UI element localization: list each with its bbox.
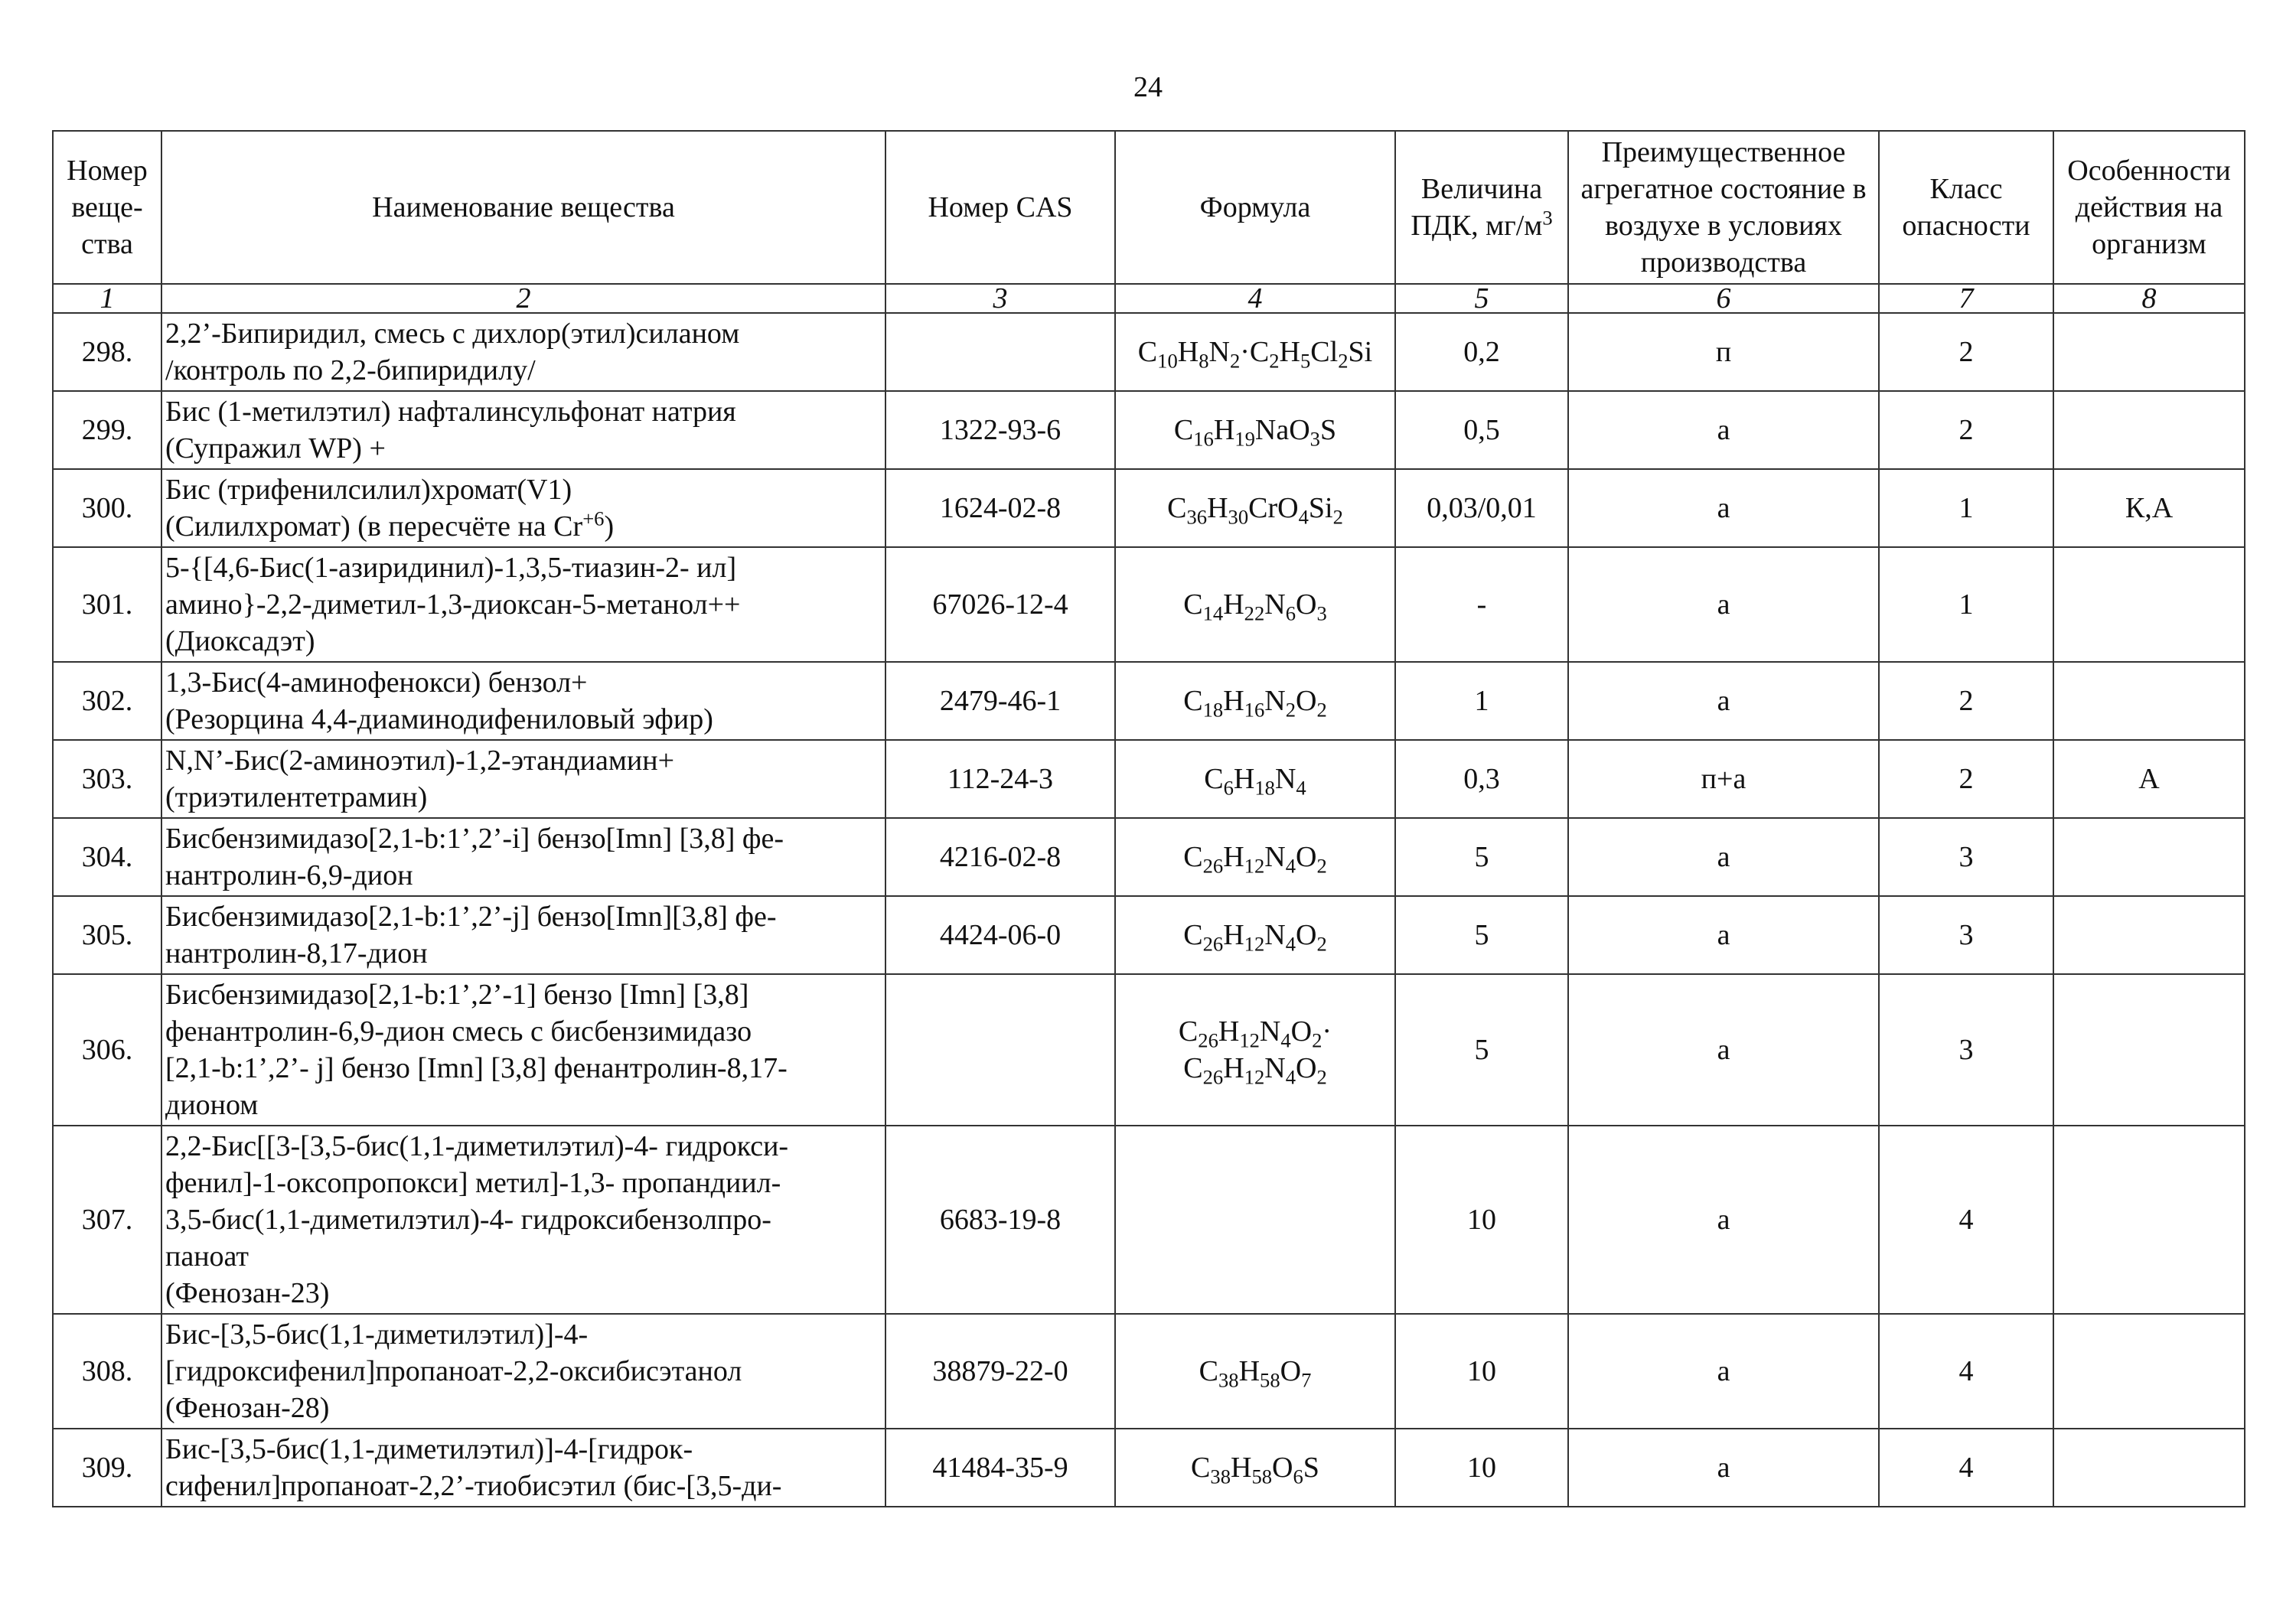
hazard-class: 1 <box>1879 547 2053 662</box>
effect-features: А <box>2053 740 2245 818</box>
hazard-class: 2 <box>1879 313 2053 391</box>
cas-number: 4424-06-0 <box>885 896 1115 974</box>
hazard-class: 4 <box>1879 1429 2053 1507</box>
aggregate-state: а <box>1568 469 1879 547</box>
effect-features <box>2053 313 2245 391</box>
formula: $C_{26}H_{12}N_4O_2$ <box>1115 896 1395 974</box>
formula: $C_{36}H_{30}CrO_4Si_2$ <box>1115 469 1395 547</box>
effect-features <box>2053 818 2245 896</box>
header-effect: Особенности действия на организм <box>2053 131 2245 284</box>
table-row <box>53 1314 2245 1429</box>
header-state: Преимущественное агрегатное состояние в воздухе в условиях производства <box>1568 131 1879 284</box>
hazard-class: 2 <box>1879 662 2053 740</box>
substances-table <box>52 130 2245 1507</box>
aggregate-state: а <box>1568 974 1879 1126</box>
substance-name: 1,3-Бис(4-аминофенокси) бензол+ (Резорцина 4,4-диаминодифениловый эфир) <box>161 662 885 740</box>
cas-number <box>885 313 1115 391</box>
column-number: 8 <box>2053 284 2245 313</box>
aggregate-state: а <box>1568 1314 1879 1429</box>
effect-features <box>2053 1429 2245 1507</box>
formula: $C_{38}H_{58}O_7$ <box>1115 1314 1395 1429</box>
table-row <box>53 547 2245 662</box>
formula: $C_6H_{18}N_4$ <box>1115 740 1395 818</box>
column-number: 7 <box>1879 284 2053 313</box>
formula: $C_{38}H_{58}O_6S$ <box>1115 1429 1395 1507</box>
table-row <box>53 313 2245 391</box>
hazard-class: 3 <box>1879 818 2053 896</box>
cas-number: 112-24-3 <box>885 740 1115 818</box>
table-row <box>53 1429 2245 1507</box>
substance-number: 306. <box>53 974 161 1126</box>
substance-name: 2,2’-Бипиридил, смесь с дихлор(этил)силаном /контроль по 2,2-бипиридилу/ <box>161 313 885 391</box>
cas-number: 4216-02-8 <box>885 818 1115 896</box>
effect-features <box>2053 662 2245 740</box>
header-pdk: Величина ПДК, $мг/м^3$ <box>1395 131 1568 284</box>
formula: $C_{14}H_{22}N_6O_3$ <box>1115 547 1395 662</box>
hazard-class: 3 <box>1879 974 2053 1126</box>
header-name: Наименование вещества <box>161 131 885 284</box>
substance-number: 302. <box>53 662 161 740</box>
pdk-value: 10 <box>1395 1126 1568 1314</box>
table-row <box>53 740 2245 818</box>
pdk-value: 0,2 <box>1395 313 1568 391</box>
aggregate-state: а <box>1568 391 1879 469</box>
effect-features <box>2053 974 2245 1126</box>
substance-number: 298. <box>53 313 161 391</box>
aggregate-state: п+а <box>1568 740 1879 818</box>
cas-number: 38879-22-0 <box>885 1314 1115 1429</box>
pdk-value: 0,3 <box>1395 740 1568 818</box>
substance-name: Бис-[3,5-бис(1,1-диметилэтил)]-4-[гидрок- сифенил]пропаноат-2,2’-тиобисэтил (бис-[3,5-ди- <box>161 1429 885 1507</box>
aggregate-state: а <box>1568 1126 1879 1314</box>
formula: $C_{26}H_{12}N_4O_2$ <box>1115 818 1395 896</box>
formula: $C_{18}H_{16}N_2O_2$ <box>1115 662 1395 740</box>
table-row <box>53 818 2245 896</box>
substance-number: 309. <box>53 1429 161 1507</box>
substance-name: N,N’-Бис(2-аминоэтил)-1,2-этандиамин+ (триэтилентетрамин) <box>161 740 885 818</box>
formula: $C_{10}H_8N_2\cdot C_2H_5Cl_2Si$ <box>1115 313 1395 391</box>
header-row <box>53 131 2245 284</box>
table-row <box>53 469 2245 547</box>
hazard-class: 2 <box>1879 740 2053 818</box>
header-number: Номер веще-ства <box>53 131 161 284</box>
formula: $C_{16}H_{19}NaO_3S$ <box>1115 391 1395 469</box>
aggregate-state: а <box>1568 662 1879 740</box>
effect-features: К,А <box>2053 469 2245 547</box>
formula: $C_{26}H_{12}N_4O_2\cdot$ $C_{26}H_{12}N_4O_2$ <box>1115 974 1395 1126</box>
column-number: 1 <box>53 284 161 313</box>
substance-name: Бис (1-метилэтил) нафталинсульфонат натрия (Супражил WP) + <box>161 391 885 469</box>
cas-number: 1624-02-8 <box>885 469 1115 547</box>
table-row <box>53 662 2245 740</box>
substance-name: Бис-[3,5-бис(1,1-диметилэтил)]-4- [гидроксифенил]пропаноат-2,2-оксибисэтанол (Фенозан-28) <box>161 1314 885 1429</box>
hazard-class: 4 <box>1879 1126 2053 1314</box>
effect-features <box>2053 1126 2245 1314</box>
substance-number: 303. <box>53 740 161 818</box>
substance-name: Бисбензимидазо[2,1-b:1’,2’-i] бензо[Imn] [3,8] фе- нантролин-6,9-дион <box>161 818 885 896</box>
hazard-class: 2 <box>1879 391 2053 469</box>
substance-number: 299. <box>53 391 161 469</box>
substance-number: 308. <box>53 1314 161 1429</box>
pdk-value: 10 <box>1395 1429 1568 1507</box>
column-number: 4 <box>1115 284 1395 313</box>
pdk-value: 0,5 <box>1395 391 1568 469</box>
column-number: 6 <box>1568 284 1879 313</box>
table-row <box>53 391 2245 469</box>
effect-features <box>2053 391 2245 469</box>
table-row <box>53 896 2245 974</box>
cas-number: 67026-12-4 <box>885 547 1115 662</box>
effect-features <box>2053 547 2245 662</box>
hazard-class: 4 <box>1879 1314 2053 1429</box>
pdk-value: 5 <box>1395 818 1568 896</box>
column-number: 2 <box>161 284 885 313</box>
substance-name: Бисбензимидазо[2,1-b:1’,2’-1] бензо [Imn] [3,8] фенантролин-6,9-дион смесь с бисбензимидазо [2,1-b:1’,2’- j] бензо [Imn] [3,8] фенантролин-8,17- дионом <box>161 974 885 1126</box>
cas-number: 41484-35-9 <box>885 1429 1115 1507</box>
substance-name: 5-{[4,6-Бис(1-азиридинил)-1,3,5-тиазин-2- ил] амино}-2,2-диметил-1,3-диоксан-5-метанол++ (Диоксадэт) <box>161 547 885 662</box>
substance-number: 301. <box>53 547 161 662</box>
header-class: Класс опасности <box>1879 131 2053 284</box>
pdk-value: 10 <box>1395 1314 1568 1429</box>
effect-features <box>2053 1314 2245 1429</box>
pdk-value: 1 <box>1395 662 1568 740</box>
aggregate-state: а <box>1568 1429 1879 1507</box>
aggregate-state: а <box>1568 818 1879 896</box>
substance-number: 300. <box>53 469 161 547</box>
hazard-class: 3 <box>1879 896 2053 974</box>
pdk-value: 5 <box>1395 974 1568 1126</box>
pdk-value: 0,03/0,01 <box>1395 469 1568 547</box>
aggregate-state: а <box>1568 896 1879 974</box>
pdk-value: 5 <box>1395 896 1568 974</box>
aggregate-state: а <box>1568 547 1879 662</box>
substance-number: 307. <box>53 1126 161 1314</box>
column-number-row <box>53 284 2245 313</box>
substance-number: 305. <box>53 896 161 974</box>
substance-name: Бисбензимидазо[2,1-b:1’,2’-j] бензо[Imn][3,8] фе- нантролин-8,17-дион <box>161 896 885 974</box>
formula <box>1115 1126 1395 1314</box>
pdk-value: - <box>1395 547 1568 662</box>
cas-number: 2479-46-1 <box>885 662 1115 740</box>
cas-number: 1322-93-6 <box>885 391 1115 469</box>
effect-features <box>2053 896 2245 974</box>
cas-number: 6683-19-8 <box>885 1126 1115 1314</box>
column-number: 3 <box>885 284 1115 313</box>
aggregate-state: п <box>1568 313 1879 391</box>
page-number: 24 <box>1133 71 1163 103</box>
table-row <box>53 1126 2245 1314</box>
hazard-class: 1 <box>1879 469 2053 547</box>
substance-name: Бис (трифенилсилил)хромат(V1) (Силилхромат) (в пересчёте на $Cr^{+6}$) <box>161 469 885 547</box>
header-formula: Формула <box>1115 131 1395 284</box>
column-number: 5 <box>1395 284 1568 313</box>
header-cas: Номер CAS <box>885 131 1115 284</box>
substance-name: 2,2-Бис[[3-[3,5-бис(1,1-диметилэтил)-4- гидрокси- фенил]-1-оксопропокси] метил]-1,3- пропандиил- 3,5-бис(1,1-диметилэтил)-4- гидроксибензолпро- паноат (Фенозан-23) <box>161 1126 885 1314</box>
table-row <box>53 974 2245 1126</box>
cas-number <box>885 974 1115 1126</box>
substance-number: 304. <box>53 818 161 896</box>
